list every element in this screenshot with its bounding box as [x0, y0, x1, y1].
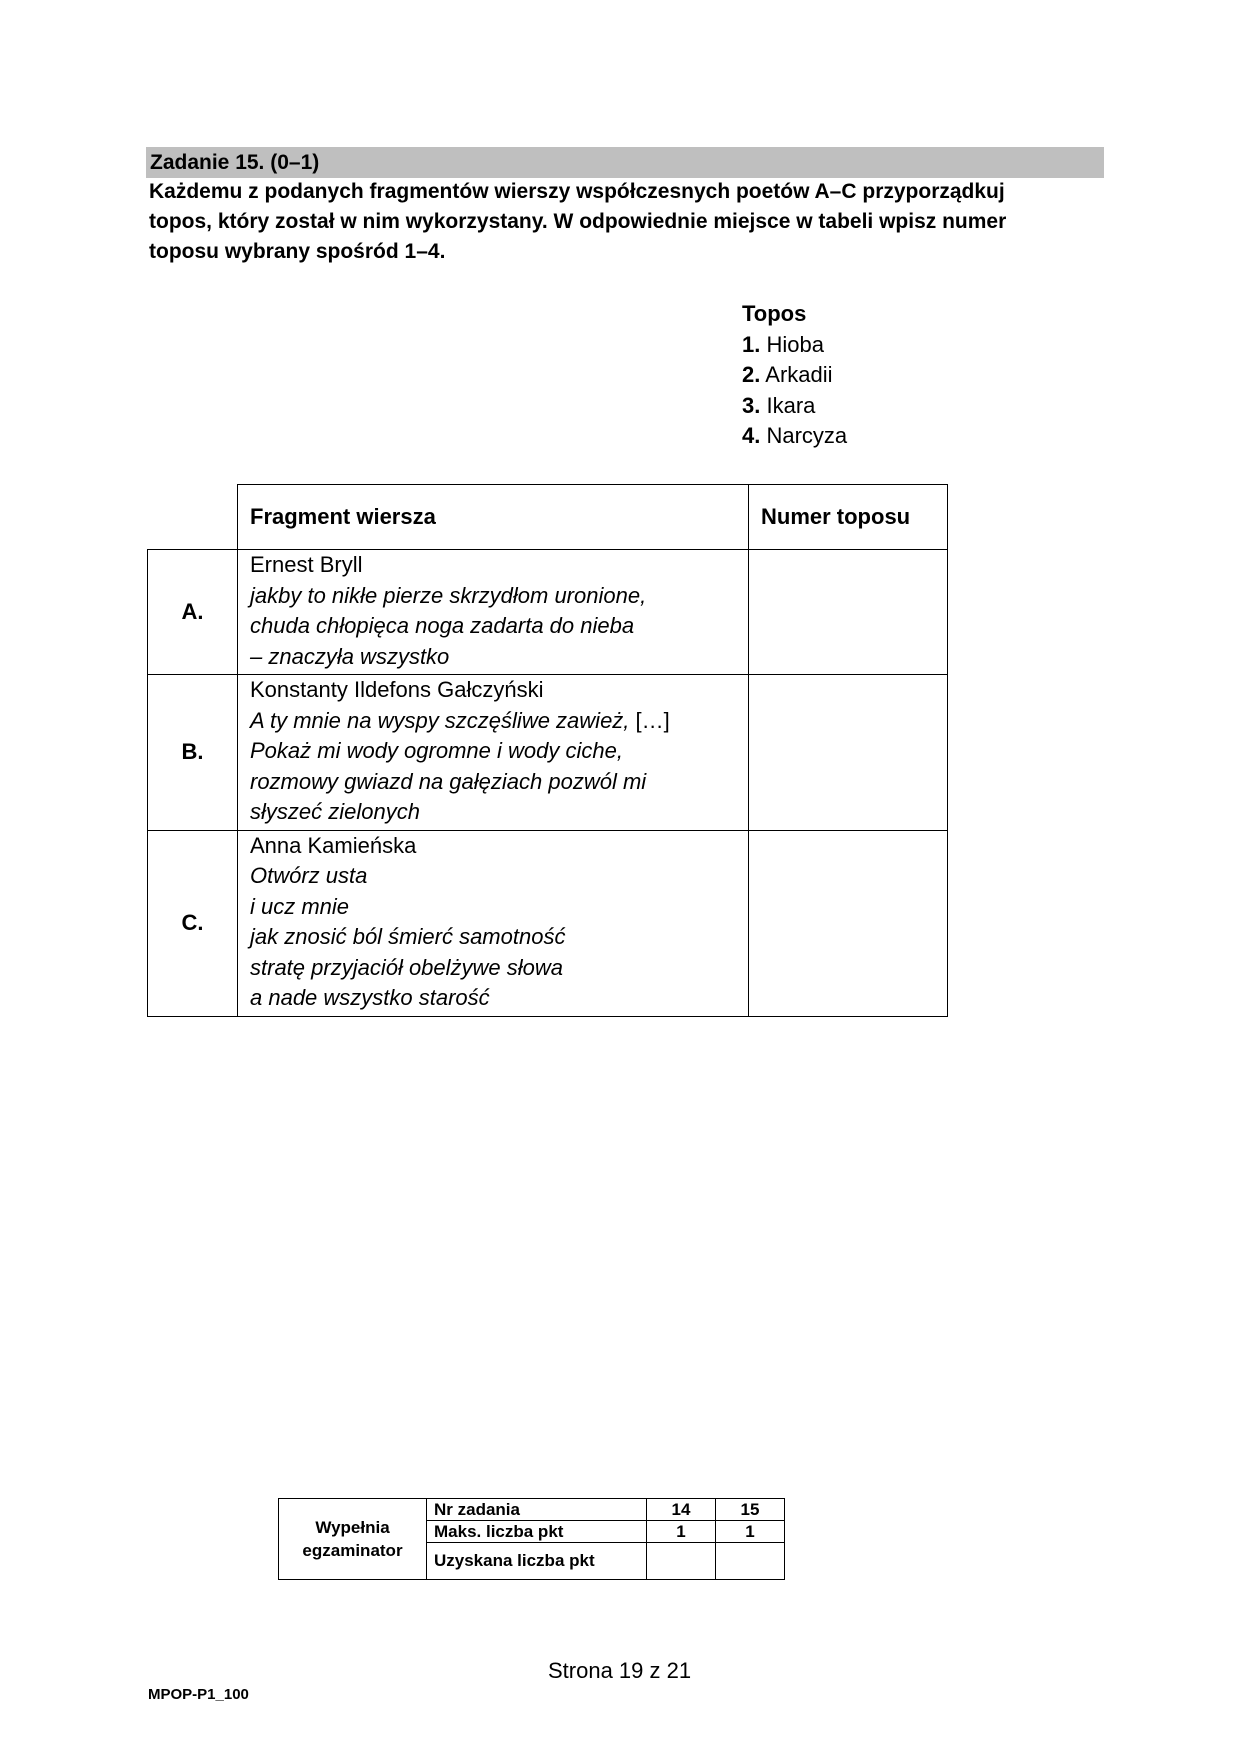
topos-heading: Topos: [742, 301, 807, 326]
fragment-line: chuda chłopięca noga zadarta do nieba: [250, 613, 635, 638]
fragment-line: Pokaż mi wody ogromne i wody ciche,: [250, 738, 623, 763]
obtained-points-cell[interactable]: [647, 1543, 716, 1580]
instruction-line: toposu wybrany spośród 1–4.: [149, 240, 446, 263]
fragment-line: a nade wszystko starość: [250, 985, 490, 1010]
score-table: [278, 1498, 785, 1580]
topos-item: 1. Hioba: [742, 331, 824, 357]
document-code: MPOP-P1_100: [148, 1686, 249, 1703]
fragment-author: Anna Kamieńska: [250, 832, 417, 858]
fragments-table: [147, 484, 948, 1017]
filler-label: Wypełnia egzaminator: [279, 1499, 427, 1580]
row-label: B.: [148, 675, 238, 831]
col-fragment-header: Fragment wiersza: [238, 485, 749, 550]
instruction-line: Każdemu z podanych fragmentów wierszy współczesnych poetów A–C przyporządkuj: [149, 180, 1005, 203]
fragment-line: i ucz mnie: [250, 893, 350, 919]
page-number: Strona 19 z 21: [548, 1658, 692, 1683]
topos-item: 2. Arkadii: [742, 362, 833, 387]
instruction-line: topos, który został w nim wykorzystany. W odpowiednie miejsce w tabeli wpisz numer: [149, 210, 1007, 233]
max-points-label: Maks. liczba pkt: [427, 1521, 647, 1543]
obtained-points-cell[interactable]: [716, 1543, 785, 1580]
max-points: 1: [647, 1521, 716, 1543]
col-number-header: Numer toposu: [749, 485, 948, 550]
answer-cell-a[interactable]: [749, 550, 948, 675]
fragment-author: Ernest Bryll: [250, 552, 363, 577]
fragment-line: stratę przyjaciół obelżywe słowa: [250, 954, 564, 980]
fragment-line: rozmowy gwiazd na gałęziach pozwól mi: [250, 768, 647, 794]
topos-item: 3. Ikara: [742, 392, 816, 418]
fragment-line: Otwórz usta: [250, 863, 368, 888]
fragment-line: – znaczyła wszystko: [250, 643, 450, 669]
fragment-line: słyszeć zielonych: [250, 799, 420, 824]
task-header: Zadanie 15. (0–1): [146, 147, 1104, 178]
task-number: 15: [716, 1499, 785, 1521]
task-instruction: [149, 177, 1109, 267]
max-points: 1: [716, 1521, 785, 1543]
task-number: 14: [647, 1499, 716, 1521]
topos-item: 4. Narcyza: [742, 423, 848, 448]
obtained-points-label: Uzyskana liczba pkt: [427, 1543, 647, 1580]
fragment-cell: Konstanty Ildefons Gałczyński A ty mnie na wyspy szczęśliwe zawież, […] Pokaż mi wody ogromne i wody ciche, rozmowy gwiazd na gałęziach pozwól mi słyszeć zielonych: [238, 675, 749, 831]
row-label: A.: [148, 550, 238, 675]
fragment-author: Konstanty Ildefons Gałczyński: [250, 677, 544, 702]
fragment-line: A ty mnie na wyspy szczęśliwe zawież,: [250, 707, 630, 733]
row-label: C.: [148, 830, 238, 1016]
fragment-cell: [238, 550, 749, 675]
topos-list: [742, 299, 847, 452]
answer-cell-b[interactable]: [749, 675, 948, 831]
answer-cell-c[interactable]: [749, 830, 948, 1016]
fragment-line: jak znosić ból śmierć samotność: [250, 924, 566, 949]
fragment-line: jakby to nikłe pierze skrzydłom uronione,: [250, 582, 647, 608]
fragment-cell: [238, 830, 749, 1016]
task-number-label: Nr zadania: [427, 1499, 647, 1521]
